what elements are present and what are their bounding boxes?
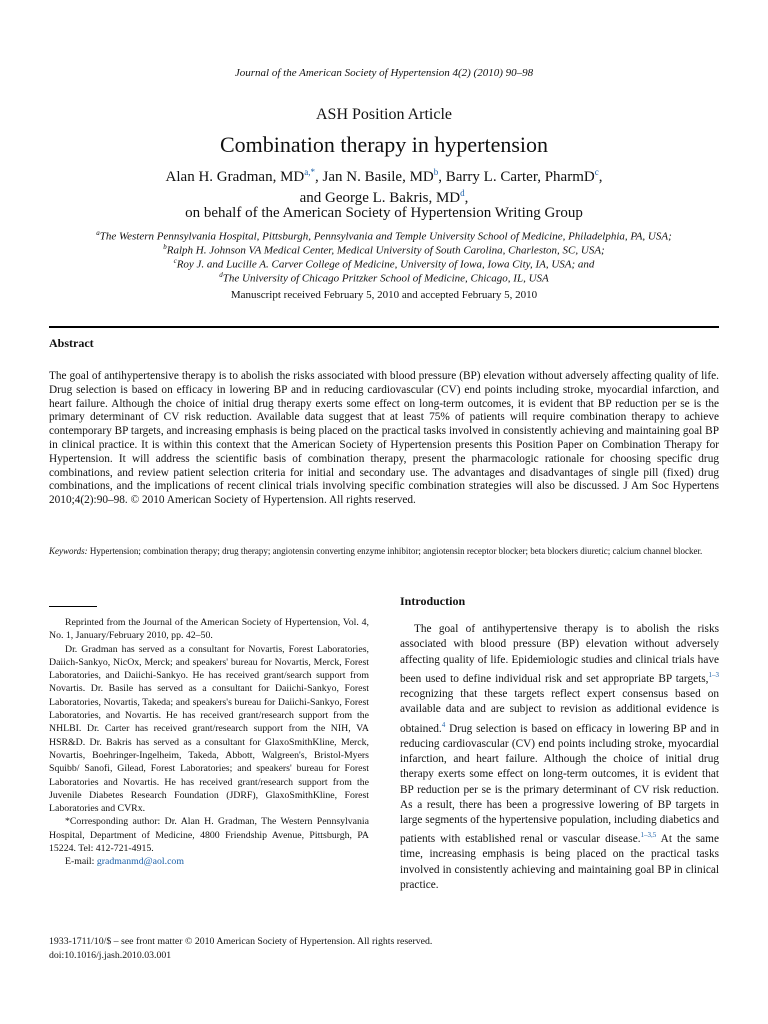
disclosure-note: Dr. Gradman has served as a consultant for Novartis, Forest Laboratories, Daiich-Sankyo, NicOx, Merck; and speakers' bureau for Novartis, Merck, Forest Laboratories, and Daiichi-Sankyo. He has received grant/search support from Novartis. Dr. Basile has served as a consultant for Daiichi-Sankyo, Forest Laboratories, Novartis, Takeda; and speakers's bureau for Daiichi-Sankyo, Forest Laboratories, and Novartis. He has received grant/research support from the NHLBI. Dr. Carter has received grant/research support from the NIH, VA HSR&D. Dr. Bakris has served as a consultant for GlaxoSmithKline, Merck, Novartis, Boehringer-Ingelheim, Takeda, Abbott, Walgreen's, Bristol-Myers Squibb/ Sanofi, Gilead, Forest Laboratories; and speakers' bureau for Forest Laboratories and Novartis. He has received grant/research support from the Juvenile Diabetes Research Foundation (JDRF), GlaxoSmithKline, Forest Laboratories and CVRx.	[49, 643, 369, 815]
email-label: E-mail:	[65, 856, 97, 868]
abstract-heading: Abstract	[49, 336, 94, 350]
affil-sup: c	[173, 257, 177, 265]
author-basile: , Jan N. Basile, MD	[315, 169, 434, 185]
corresponding-note: *Corresponding author: Dr. Alan H. Gradman, The Western Pennsylvania Hospital, Department of Medicine, 4800 Friendship Avenue, Pittsburgh, PA 15224. Tel: 412-721-4915.	[49, 816, 369, 855]
doi-line: doi:10.1016/j.jash.2010.03.001	[49, 950, 172, 961]
author-sup[interactable]: b	[433, 167, 439, 177]
author-punct: ,	[598, 169, 603, 185]
introduction-text	[400, 622, 719, 893]
affil-sup: d	[219, 271, 223, 279]
author-gradman: Alan H. Gradman, MD	[165, 169, 305, 185]
manuscript-dates: Manuscript received February 5, 2010 and accepted February 5, 2010	[230, 289, 538, 301]
email-link[interactable]: gradmanmd@aol.com	[96, 856, 184, 868]
author-bakris: and George L. Bakris, MD	[299, 190, 461, 206]
article-type: ASH Position Article	[315, 106, 452, 123]
author-sup[interactable]: d	[460, 188, 465, 198]
introduction-heading: Introduction	[400, 594, 466, 608]
citation-link[interactable]: 1–3	[708, 670, 719, 679]
section-divider	[49, 326, 719, 328]
author-sup[interactable]: a,*	[304, 167, 316, 177]
affil-sup: a	[96, 229, 100, 237]
affil-text: The Western Pennsylvania Hospital, Pittsburgh, Pennsylvania and Temple University School of Medicine, Philadelphia, PA, USA;	[99, 230, 672, 243]
intro-sentence: Drug selection is based on efficacy in lowering BP and in reducing cardiovascular (CV) end points including stroke, myocardial infarction, and heart failure. Although the choice of initial drug therapy exerts some effect on long-term outcomes, it is evident that BP reduction per se is the primary determinant of CV risk reduction. As a result, there has been a progressive lowering of BP targets in large segments of the hypertensive population, including diabetics and patients with established renal or vascular disease.	[400, 722, 719, 846]
writing-group: on behalf of the American Society of Hypertension Writing Group	[185, 205, 583, 221]
article-title: Combination therapy in hypertension	[219, 132, 549, 157]
intro-sentence: The goal of antihypertensive therapy is to abolish the risks associated with blood pressure (BP) elevation without adversely affecting quality of life. Epidemiologic studies and clinical trials have been used to define individual risk and set appropriate BP targets,	[400, 623, 719, 685]
affiliation-d	[0, 269, 768, 286]
journal-citation: Journal of the American Society of Hypertension 4(2) (2010) 90–98	[234, 67, 534, 79]
reprint-note: Reprinted from the Journal of the American Society of Hypertension, Vol. 4, No. 1, January/February 2010, pp. 42–50.	[49, 617, 369, 642]
footnote-divider	[49, 606, 97, 607]
citation-link[interactable]: 1–3,5	[640, 831, 657, 840]
intro-sentence: recognizing that these targets reflect expert consensus based on available data and are subject to revision as additional evidence is obtained.	[400, 687, 719, 735]
abstract-text: The goal of antihypertensive therapy is to abolish the risks associated with blood pressure (BP) elevation without adversely affecting quality of life. Drug selection is based on efficacy in lowering BP and in reducing cardiovascular (CV) end points including stroke, myocardial infarction, and heart failure. Although the choice of initial drug therapy exerts some effect on long-term outcomes, it is evident that BP reduction per se is the primary determinant of CV risk reduction. Available data suggest that at least 75% of patients will require combination therapy to achieve contemporary BP targets, and increasing emphasis is being placed on the practical tasks involved in consistently achieving and maintaining goal BP in clinical practice. It is within this context that the American Society of Hypertension presents this Position Paper on Combination Therapy for Hypertension. It will address the scientific basis of combination therapy, present the pharmacologic rationale for choosing specific drug combinations, and review patient selection criteria for initial and secondary use. The advantages and disadvantages of single pill (fixed) drug combinations, and the implications of recent clinical trials involving specific combination strategies will also be discussed. J Am Soc Hypertens 2010;4(2):90–98. © 2010 American Society of Hypertension. All rights reserved.	[49, 370, 719, 507]
author-carter: , Barry L. Carter, PharmD	[438, 169, 595, 185]
author-punct: ,	[464, 190, 469, 206]
keywords	[49, 545, 719, 557]
affil-text: Ralph H. Johnson VA Medical Center, Medical University of South Carolina, Charleston, SC, USA;	[166, 244, 605, 257]
keywords-label: Keywords:	[49, 546, 88, 556]
citation-link[interactable]: 4	[441, 720, 446, 729]
affil-text: The University of Chicago Pritzker School of Medicine, Chicago, IL, USA	[222, 272, 549, 285]
affil-text: Roy J. and Lucille A. Carver College of Medicine, University of Iowa, Iowa City, IA, USA; and	[176, 258, 595, 271]
copyright-line: 1933-1711/10/$ – see front matter © 2010 American Society of Hypertension. All rights reserved.	[49, 936, 433, 947]
footnotes	[49, 616, 369, 869]
copyright-footer	[49, 935, 432, 963]
author-sup[interactable]: c	[594, 167, 599, 177]
intro-sentence: At the same time, increasing emphasis is being placed on the practical tasks involved in consistently achieving and maintaining goal BP in clinical practice.	[400, 833, 719, 892]
keywords-list: Hypertension; combination therapy; drug therapy; angiotensin converting enzyme inhibitor; angiotensin receptor blocker; beta blockers diuretic; calcium channel blocker.	[87, 546, 703, 556]
affil-sup: b	[163, 243, 167, 251]
email-note	[49, 855, 369, 868]
